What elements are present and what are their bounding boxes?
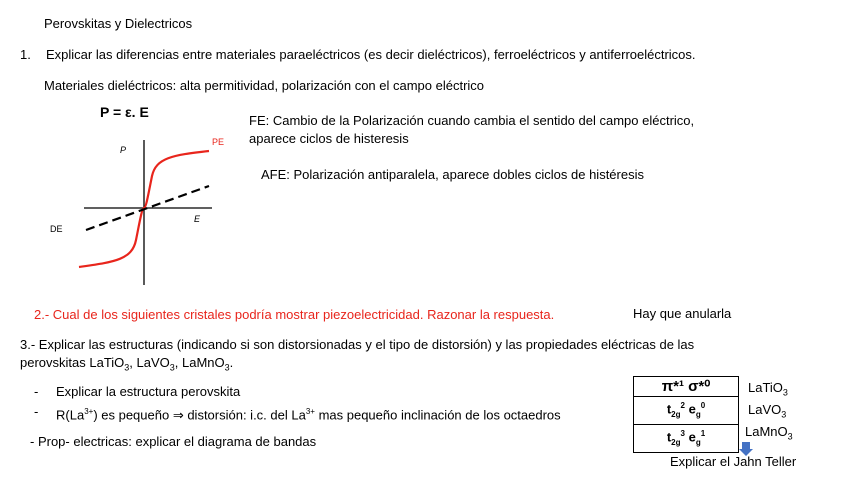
dielectric-definition: Materiales dieléctricos: alta permitividad, polarización con el campo eléctrico bbox=[44, 78, 485, 93]
curve-label-de: DE bbox=[50, 224, 63, 234]
bullet-2-dash: - bbox=[34, 404, 39, 419]
band-config-1: π*¹ σ*⁰ bbox=[634, 377, 739, 397]
axis-label-p: P bbox=[120, 145, 127, 155]
polarization-figure bbox=[44, 100, 224, 290]
band-diagram-table bbox=[633, 376, 739, 453]
curve-label-pe: PE bbox=[212, 137, 225, 147]
polarization-graph bbox=[44, 100, 224, 290]
question-1-number: 1. bbox=[20, 47, 31, 62]
compound-lamno3: LaMnO$_3$ bbox=[745, 424, 793, 442]
bullet-1-dash: - bbox=[34, 384, 39, 399]
fe-description-line1: FE: Cambio de la Polarización cuando cambia el sentido del campo eléctrico, bbox=[249, 113, 695, 128]
band-row-lamno3 bbox=[634, 424, 739, 452]
question-1-text: Explicar las diferencias entre materiales paraeléctricos (es decir dieléctricos), ferroeléctricos y antiferroeléctricos. bbox=[46, 47, 696, 62]
compound-lavo3: LaVO$_3$ bbox=[748, 402, 787, 420]
jahn-teller-caption: Explicar el Jahn Teller bbox=[670, 454, 797, 469]
band-config-2: $t_{2g}^2$ $e_g^0$ bbox=[634, 397, 739, 425]
fe-description-line2: aparece ciclos de histeresis bbox=[249, 131, 409, 146]
question-3-line1: 3.- Explicar las estructuras (indicando si son distorsionadas y el tipo de distorsión) y las propiedades eléctricas de las bbox=[20, 337, 695, 352]
compound-latio3: LaTiO$_3$ bbox=[748, 380, 788, 398]
page-title: Perovskitas y Dielectricos bbox=[44, 16, 193, 31]
band-row-lavo3 bbox=[634, 397, 739, 425]
question-2-note: Hay que anularla bbox=[633, 306, 732, 321]
band-row-latio3 bbox=[634, 377, 739, 397]
electrical-properties-text: - Prop- electricas: explicar el diagrama de bandas bbox=[30, 434, 317, 449]
axis-label-e: E bbox=[194, 214, 201, 224]
formula: P = ε. E bbox=[100, 104, 149, 120]
band-config-3: $t_{2g}^3$ $e_g^1$ bbox=[634, 424, 739, 452]
bullet-2-text: $R(La^{3+})$ es pequeño ⇒ distorsión: i.c. del $La^{3+}$ mas pequeño inclinación de los octaedros bbox=[56, 407, 561, 423]
bullet-1-text: Explicar la estructura perovskita bbox=[56, 384, 241, 399]
afe-description: AFE: Polarización antiparalela, aparece dobles ciclos de histéresis bbox=[261, 167, 644, 182]
question-2-text: 2.- Cual de los siguientes cristales podría mostrar piezoelectricidad. Razonar la respuesta. bbox=[34, 307, 555, 322]
question-3-line2: perovskitas LaTiO$_3$, LaVO$_3$, LaMnO$_3$. bbox=[20, 355, 234, 373]
